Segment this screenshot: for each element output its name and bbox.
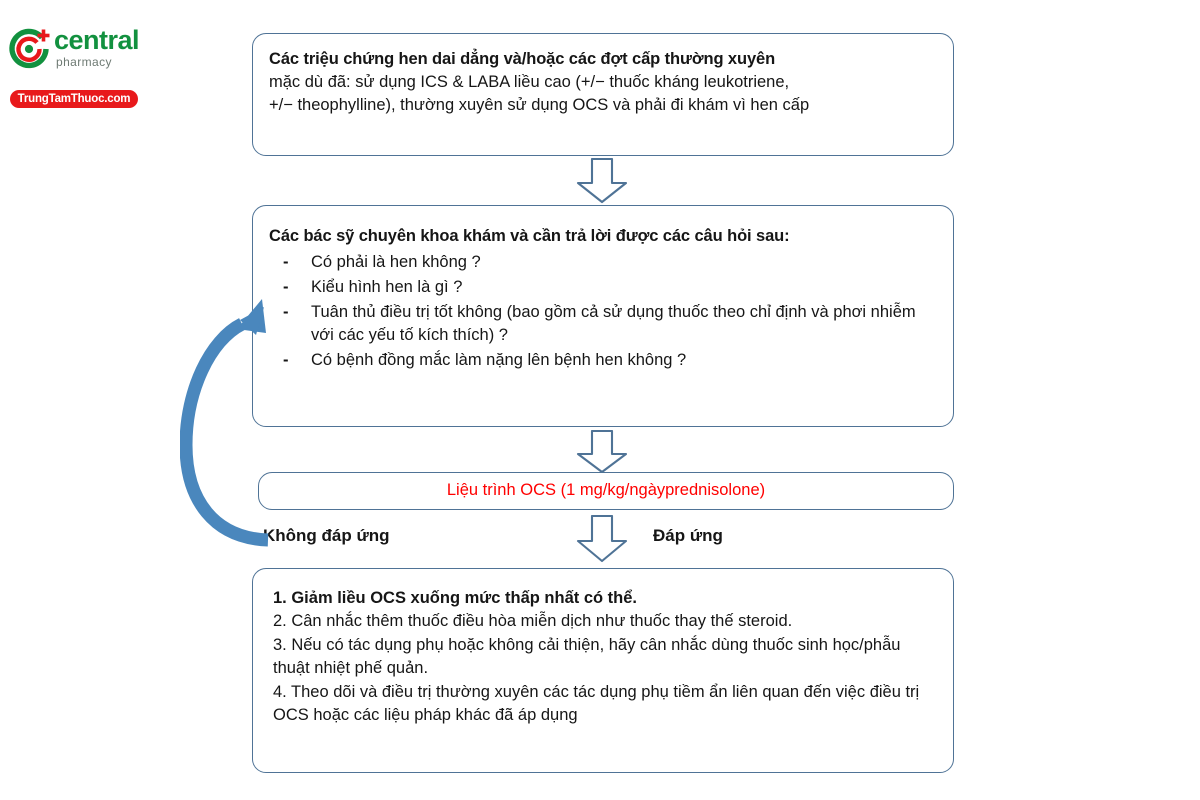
list-item: 1. Giảm liều OCS xuống mức thấp nhất có thể.: [273, 589, 637, 607]
question-text: Có phải là hen không ?: [311, 253, 481, 272]
arrow-ocs-to-management: [575, 515, 629, 563]
specialist-question-list: [269, 251, 937, 373]
question-text: Tuân thủ điều trị tốt không (bao gồm cả sử dụng thuốc theo chỉ định và phơi nhiễm với các yếu tố kích thích) ?: [311, 302, 916, 345]
symptoms-box: [252, 33, 954, 156]
bullet-dash: -: [283, 253, 289, 272]
bullet-dash: -: [283, 277, 289, 296]
list-item: 4. Theo dõi và điều trị thường xuyên các tác dụng phụ tiềm ẩn liên quan đến việc điều trị OCS hoặc các liệu pháp khác đã áp dụng: [273, 682, 920, 725]
pharmacy-cross-circle-icon: [6, 26, 52, 72]
list-item: [269, 276, 937, 300]
symptoms-line-2: +/− theophylline), thường xuyên sử dụng OCS và phải đi khám vì hen cấp: [269, 96, 810, 115]
specialist-heading: Các bác sỹ chuyên khoa khám và cần trả lời được các câu hỏi sau:: [269, 227, 790, 245]
logo-subtitle: pharmacy: [56, 55, 112, 69]
ocs-course-box: [258, 472, 954, 510]
management-step-list: [273, 587, 933, 728]
management-steps-box: [252, 568, 954, 773]
arrow-symptoms-to-specialist: [575, 158, 629, 204]
list-item: [269, 251, 937, 275]
list-item: 3. Nếu có tác dụng phụ hoặc không cải thiện, hãy cân nhắc dùng thuốc sinh học/phẫu thuật nhiệt phế quản.: [273, 635, 901, 678]
ocs-course-text: Liệu trình OCS (1 mg/kg/ngàyprednisolone): [446, 481, 766, 500]
label-no-response: Không đáp ứng: [263, 526, 390, 545]
arrow-nonresponse-feedback: [180, 295, 310, 555]
specialist-questions-box: [252, 205, 954, 427]
symptoms-heading: Các triệu chứng hen dai dẳng và/hoặc các đợt cấp thường xuyên: [269, 50, 776, 68]
logo-wordmark: central: [54, 25, 140, 55]
list-item: [269, 349, 937, 373]
bullet-dash: -: [283, 351, 289, 370]
arrow-specialist-to-ocs: [575, 430, 629, 474]
list-item: 2. Cân nhắc thêm thuốc điều hòa miễn dịch như thuốc thay thế steroid.: [273, 612, 793, 631]
question-text: Kiểu hình hen là gì ?: [311, 277, 463, 296]
bullet-dash: -: [283, 302, 289, 321]
logo-website-badge: TrungTamThuoc.com: [10, 90, 138, 108]
symptoms-line-1: mặc dù đã: sử dụng ICS & LABA liều cao (+/− thuốc kháng leukotriene,: [269, 73, 790, 92]
list-item: [269, 301, 937, 349]
question-text: Có bệnh đồng mắc làm nặng lên bệnh hen không ?: [311, 351, 687, 370]
label-response: Đáp ứng: [653, 526, 723, 545]
brand-logo: [6, 24, 156, 105]
